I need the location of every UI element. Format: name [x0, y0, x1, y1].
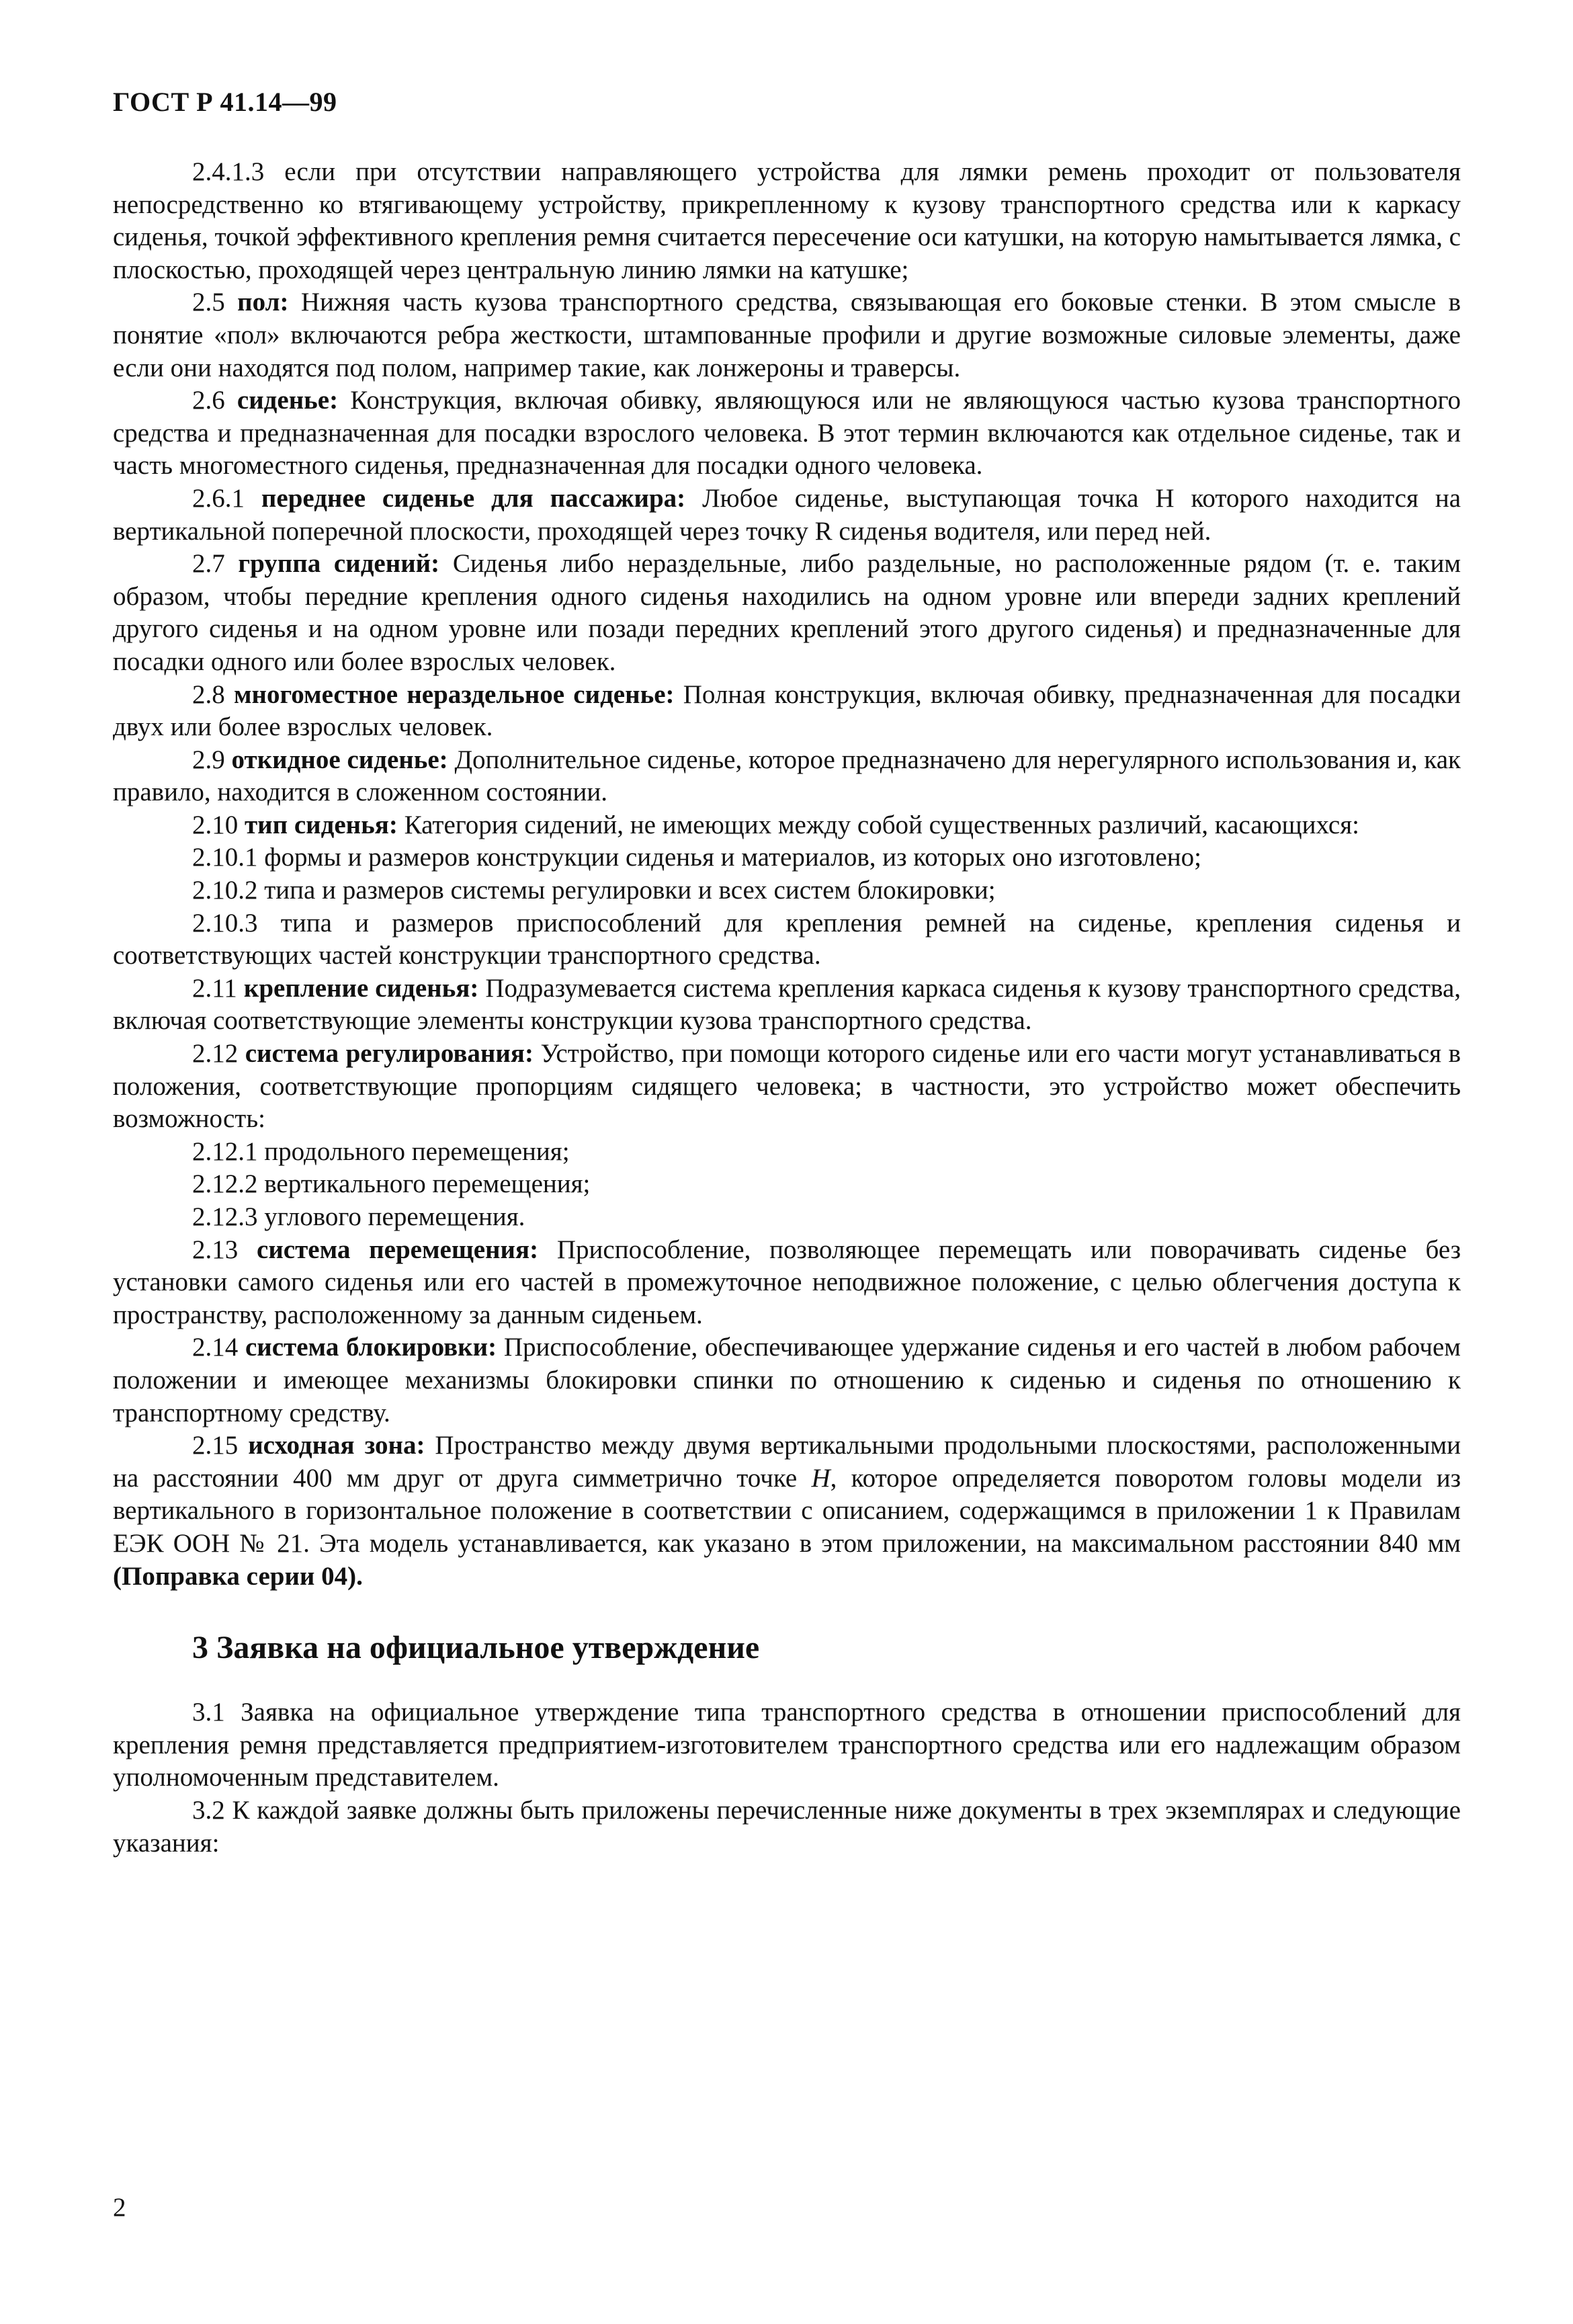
- document-code-header: ГОСТ Р 41.14—99: [113, 87, 337, 117]
- clause-number: 2.12: [192, 1039, 239, 1069]
- clause-2-10-2: [113, 874, 1461, 907]
- clause-number: 2.12.3: [192, 1202, 258, 1231]
- document-body: [113, 156, 1461, 1860]
- clause-term: переднее сиденье для пассажира:: [261, 483, 686, 513]
- clause-number: 2.10.2: [192, 876, 258, 905]
- clause-text: Конструкция, включая обивку, являющуюся или не являющуюся частью кузова транспортного средства и предназначенная для посадки взрослого человека. В этот термин включаются как отдельное сиденье, так и часть многоместного сиденья, предназначенная для посадки одного человека.: [113, 386, 1461, 481]
- clause-number: 2.4.1.3: [192, 157, 265, 186]
- clause-term: сиденье:: [237, 386, 339, 415]
- clause-3-2: 3.2 К каждой заявке должны быть приложены перечисленные ниже документы в трех экземплярах и следующие указания:: [113, 1795, 1461, 1858]
- clause-2-10: [113, 809, 1461, 842]
- clause-text: Приспособление, обеспечивающее удержание сиденья и его частей в любом рабочем положении и имеющее механизмы блокировки спинки по отношению к сиденью и сиденья по отношению к транспортному средству.: [113, 1333, 1461, 1427]
- clause-number: 2.11: [192, 973, 237, 1003]
- clause-number: 2.12.2: [192, 1169, 258, 1199]
- clause-term: многоместное нераздельное сиденье:: [233, 679, 675, 709]
- clause-2-6: [113, 384, 1461, 483]
- clause-text: Полная конструкция, включая обивку, предназначенная для посадки двух или более взрослых человек.: [113, 679, 1461, 742]
- clause-number: 2.5: [192, 288, 225, 317]
- clause-number: 2.9: [192, 745, 225, 774]
- clause-text: Приспособление, позволяющее перемещать или поворачивать сиденье без установки самого сиденья или его частей в промежуточное неподвижное положение, с целью облегчения доступа к пространству, расположенному за данным сиденьем.: [113, 1235, 1461, 1329]
- clause-text: Дополнительное сиденье, которое предназначено для нерегулярного использования и, как правило, находится в сложенном состоянии.: [113, 745, 1461, 807]
- clause-text: типа и размеров системы регулировки и всех систем блокировки;: [264, 876, 996, 905]
- clause-text: Категория сидений, не имеющих между собой существенных различий, касающихся:: [404, 810, 1359, 839]
- point-h-symbol: H: [811, 1463, 831, 1493]
- clause-text: Сиденья либо нераздельные, либо раздельные, но расположенные рядом (т. е. таким образом, чтобы передние крепления одного сиденья находились на одном уровне или впереди задних креплений другого сиденья и на одном уровне или позади передних креплений этого другого сиденья) и предназначенные для посадки одного или более взрослых человек.: [113, 549, 1461, 676]
- clause-2-12-2: [113, 1168, 1461, 1201]
- clause-number: 2.15: [192, 1431, 239, 1460]
- clause-2-4-1-3: [113, 156, 1461, 286]
- clause-number: 2.8: [192, 679, 225, 709]
- clause-2-15: [113, 1429, 1461, 1593]
- clause-number: 2.10.1: [192, 843, 258, 872]
- clause-2-12: [113, 1038, 1461, 1136]
- clause-text: Подразумевается система крепления каркаса сиденья к кузову транспортного средства, включая соответствующие элементы конструкции кузова транспортного средства.: [113, 973, 1461, 1036]
- clause-2-10-1: [113, 841, 1461, 874]
- clause-term: система регулирования:: [245, 1039, 534, 1069]
- clause-text-continued: , которое определяется поворотом головы модели из вертикального в горизонтальное положение в соответствии с описанием, содержащимся в приложении 1 к Правилам ЕЭК ООН № 21. Эта модель устанавливается, как указано в этом приложении, на максимальном расстоянии 840 мм: [113, 1463, 1461, 1558]
- clause-text: типа и размеров приспособлений для крепления ремней на сиденье, крепления сиденья и соответствующих частей конструкции транспортного средства.: [113, 908, 1461, 970]
- clause-2-14: [113, 1331, 1461, 1429]
- clause-3-1: 3.1 Заявка на официальное утверждение типа транспортного средства в отношении приспособлений для крепления ремня представляется предприятием-изготовителем транспортного средства или его надлежащим образом уполномоченным представителем.: [113, 1698, 1461, 1792]
- clause-2-12-3: [113, 1201, 1461, 1234]
- page-number: 2: [113, 2193, 126, 2222]
- clause-2-8: [113, 679, 1461, 744]
- clause-text: продольного перемещения;: [264, 1136, 570, 1166]
- clause-number: 2.6: [192, 386, 225, 415]
- clause-term: тип сиденья:: [245, 810, 398, 839]
- clause-text: Устройство, при помощи которого сиденье или его части могут устанавливаться в положения, соответствующие пропорциям сидящего человека; в частности, это устройство может обеспечить возможность:: [113, 1039, 1461, 1134]
- clause-text: Любое сиденье, выступающая точка Н которого находится на вертикальной поперечной плоскости, проходящей через точку R сиденья водителя, или перед ней.: [113, 483, 1461, 546]
- clause-term: исходная зона:: [248, 1431, 425, 1460]
- section-3-heading: 3 Заявка на официальное утверждение: [192, 1630, 760, 1666]
- clause-term: группа сидений:: [238, 549, 440, 579]
- clause-text: вертикального перемещения;: [264, 1169, 591, 1199]
- clause-2-13: [113, 1234, 1461, 1332]
- clause-2-5: [113, 286, 1461, 384]
- clause-number: 2.10: [192, 810, 239, 839]
- clause-2-6-1: [113, 483, 1461, 548]
- clause-2-12-1: [113, 1136, 1461, 1169]
- clause-number: 2.13: [192, 1235, 239, 1264]
- clause-text: если при отсутствии направляющего устройства для лямки ремень проходит от пользователя непосредственно ко втягивающему устройству, прикрепленному к кузову транспортного средства или к каркасу сиденья, точкой эффективного крепления ремня считается пересечение оси катушки, на которую намытывается лямка, с плоскостью, проходящей через центральную линию лямки на катушке;: [113, 157, 1461, 284]
- clause-term: крепление сиденья:: [243, 973, 479, 1003]
- clause-2-11: [113, 972, 1461, 1038]
- clause-text: Нижняя часть кузова транспортного средства, связывающая его боковые стенки. В этом смысле в понятие «пол» включаются ребра жесткости, штампованные профили и другие возможные силовые элементы, даже если они находятся под полом, например такие, как лонжероны и траверсы.: [113, 288, 1461, 382]
- clause-term: система перемещения:: [257, 1235, 539, 1264]
- clause-2-9: [113, 744, 1461, 809]
- clause-text: Пространство между двумя вертикальными продольными плоскостями, расположенными на расстоянии 400 мм друг от друга симметрично точке: [113, 1431, 1461, 1493]
- clause-number: 2.6.1: [192, 483, 245, 513]
- clause-number: 2.7: [192, 549, 225, 579]
- clause-term: система блокировки:: [245, 1333, 497, 1362]
- clause-number: 2.10.3: [192, 908, 258, 938]
- clause-text: формы и размеров конструкции сиденья и материалов, из которых оно изготовлено;: [264, 843, 1202, 872]
- clause-number: 2.14: [192, 1333, 239, 1362]
- clause-text: углового перемещения.: [264, 1202, 525, 1231]
- clause-term: пол:: [237, 288, 289, 317]
- clause-number: 2.12.1: [192, 1136, 258, 1166]
- clause-2-10-3: [113, 907, 1461, 972]
- clause-term: откидное сиденье:: [231, 745, 448, 774]
- amendment-note: (Поправка серии 04).: [113, 1561, 363, 1591]
- clause-2-7: [113, 548, 1461, 678]
